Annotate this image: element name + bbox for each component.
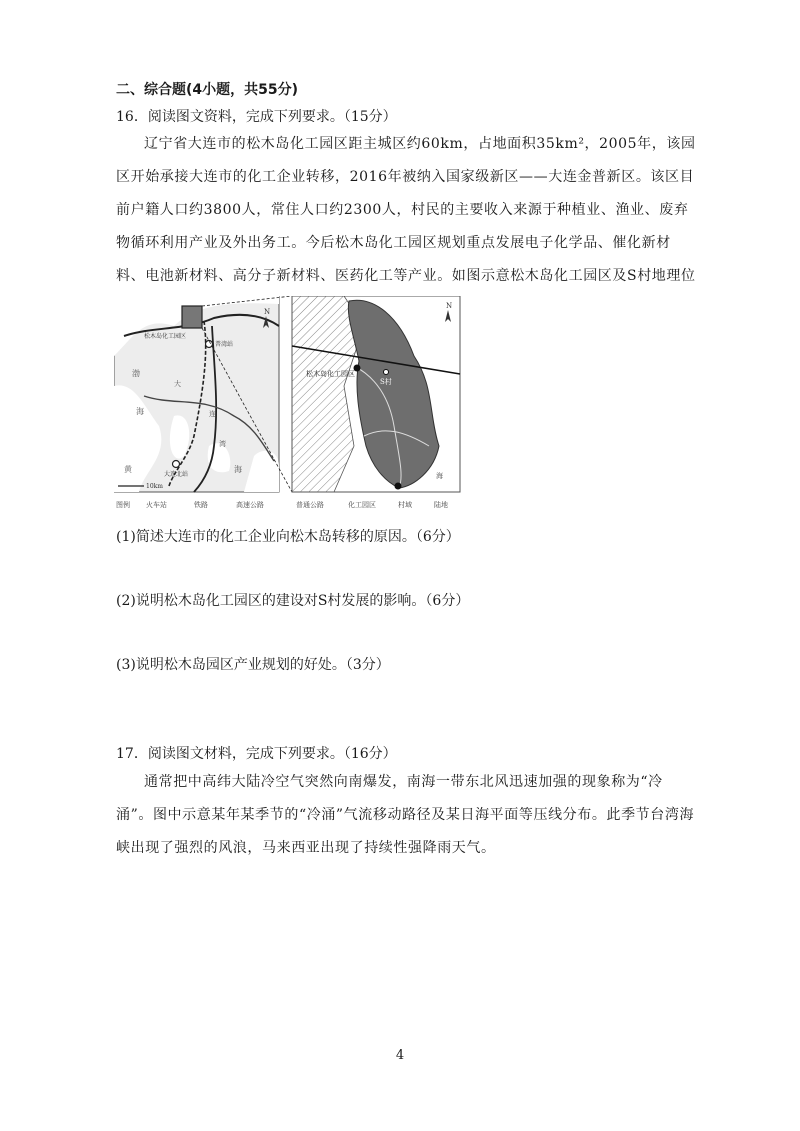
legend-item: 高速公路: [236, 501, 264, 509]
section-title: 二、综合题(4小题，共55分): [116, 82, 299, 98]
svg-text:N: N: [446, 302, 453, 310]
legend-item: 村域: [398, 501, 412, 509]
svg-text:连: 连: [209, 410, 216, 418]
legend-item: 铁路: [194, 501, 208, 509]
svg-text:N: N: [264, 308, 271, 316]
q16-sub2: (2)说明松木岛化工园区的建设对S村发展的影响。（6分）: [116, 593, 470, 609]
svg-text:大: 大: [174, 380, 181, 388]
q16-sub1: (1)简述大连市的化工企业向松木岛转移的原因。（6分）: [116, 529, 460, 545]
legend-item: 陆地: [434, 501, 448, 509]
right-map-panel: [292, 296, 460, 492]
svg-text:湾: 湾: [219, 440, 226, 448]
q16-paragraph: 辽宁省大连市的松木岛化工园区距主城区约60km，占地面积35km²，2005年，该园区开始承接大连市的化工企业转移，2016年被纳入国家级新区——大连金普新区。该区目前户籍人口约3800人，常住人口约2300人，村民的主要收入来源于种植业、渔业、废弃物循环利用产业及外出务工。今后松木岛化工园区规划重点发展电子化学品、催化新材料、电池新材料、高分子新材料、医药化工等产业。如图示意松木岛化工园区及S村地理位: [116, 136, 696, 284]
svg-text:10km: 10km: [146, 483, 163, 490]
legend-item: 化工园区: [348, 501, 376, 509]
left-map-panel: [114, 296, 279, 492]
svg-text:海: 海: [436, 472, 443, 480]
left-park-label: 松木岛化工园区: [144, 333, 187, 340]
q16-header: 16．阅读图文资料，完成下列要求。（15分）: [116, 109, 397, 125]
q16-sub3: (3)说明松木岛园区产业规划的好处。（3分）: [116, 657, 390, 673]
svg-text:大连北站: 大连北站: [164, 471, 189, 478]
svg-text:松木岛化工园区: 松木岛化工园区: [306, 370, 355, 378]
svg-text:海: 海: [136, 407, 144, 416]
page-number: 4: [395, 1048, 405, 1063]
legend-item: 火车站: [146, 501, 167, 509]
legend-item: 普通公路: [296, 501, 324, 509]
q17-paragraph: 通常把中高纬大陆冷空气突然向南爆发，南海一带东北风迅速加强的现象称为“冷涌”。图中示意某年某季节的“冷涌”气流移动路径及某日海平面等压线分布。此季节台湾海峡出现了强烈的风浪，马来西亚出现了持续性强降雨天气。: [116, 774, 695, 856]
q17-header: 17．阅读图文材料，完成下列要求。（16分）: [116, 746, 397, 762]
svg-text:普湾站: 普湾站: [215, 341, 234, 348]
svg-text:黄: 黄: [124, 465, 132, 474]
svg-text:渤: 渤: [132, 369, 140, 378]
map-legend: [116, 497, 466, 513]
svg-text:S村: S村: [380, 378, 392, 386]
legend-title: 图例: [116, 501, 130, 509]
location-map: [114, 296, 462, 496]
svg-text:海: 海: [234, 465, 242, 474]
